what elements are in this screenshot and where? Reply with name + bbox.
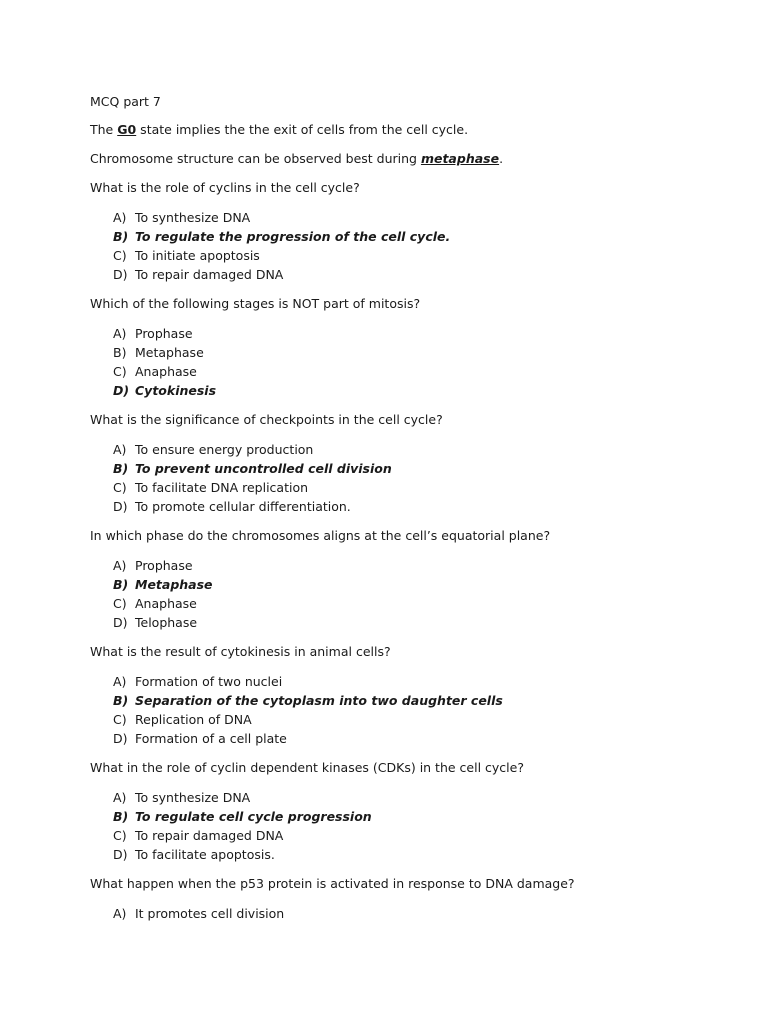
answer-option (113, 265, 690, 284)
option-letter: B) (113, 229, 129, 244)
answer-option (113, 343, 690, 362)
option-text: Metaphase (135, 345, 204, 360)
question-block (90, 643, 690, 748)
answer-option (113, 788, 690, 807)
question-block (90, 759, 690, 864)
option-letter: C) (113, 596, 127, 611)
option-text: Separation of the cytoplasm into two daughter cells (135, 693, 503, 708)
answer-option (113, 497, 690, 516)
option-text: To ensure energy production (135, 442, 314, 457)
answer-option-correct (113, 575, 690, 594)
question-text: Which of the following stages is NOT part of mitosis? (90, 296, 421, 311)
answer-option (113, 613, 690, 632)
option-letter: B) (113, 345, 127, 360)
option-letter: A) (113, 906, 127, 921)
answer-option (113, 845, 690, 864)
document-page (90, 93, 690, 934)
answer-option (113, 594, 690, 613)
answer-option-correct (113, 227, 690, 246)
question-text: In which phase do the chromosomes aligns at the cell’s equatorial plane? (90, 528, 551, 543)
question-block (90, 295, 690, 400)
option-text: Formation of a cell plate (135, 731, 287, 746)
answer-option (113, 440, 690, 459)
question-text: What is the role of cyclins in the cell cycle? (90, 180, 360, 195)
option-letter: D) (113, 731, 128, 746)
answer-options (90, 324, 690, 400)
answer-options (90, 788, 690, 864)
answer-options (90, 556, 690, 632)
answer-option (113, 904, 690, 923)
answer-option (113, 246, 690, 265)
option-text: Metaphase (135, 577, 213, 592)
question-block (90, 527, 690, 632)
option-letter: A) (113, 674, 127, 689)
option-letter: B) (113, 809, 129, 824)
option-letter: D) (113, 615, 128, 630)
answer-option (113, 729, 690, 748)
statement-text: state implies the the exit of cells from the cell cycle. (136, 122, 469, 137)
statement-metaphase (90, 150, 690, 168)
answer-option-correct (113, 807, 690, 826)
option-letter: A) (113, 442, 127, 457)
question-block (90, 411, 690, 516)
question-text: What is the result of cytokinesis in animal cells? (90, 644, 391, 659)
question-list (90, 179, 690, 923)
answer-option (113, 710, 690, 729)
question-text: What is the significance of checkpoints in the cell cycle? (90, 412, 443, 427)
question-block (90, 875, 690, 923)
statement-g0 (90, 121, 690, 139)
answer-option-correct (113, 381, 690, 400)
option-text: To facilitate apoptosis. (135, 847, 275, 862)
option-letter: B) (113, 577, 129, 592)
option-text: Anaphase (135, 596, 197, 611)
statement-text: The (90, 122, 118, 137)
answer-option-correct (113, 691, 690, 710)
option-letter: C) (113, 364, 127, 379)
statement-text: Chromosome structure can be observed best during (90, 151, 421, 166)
option-letter: C) (113, 248, 127, 263)
option-text: To repair damaged DNA (135, 267, 284, 282)
option-text: To promote cellular differentiation. (135, 499, 351, 514)
statement-key-term: metaphase (420, 151, 500, 166)
option-text: Replication of DNA (135, 712, 252, 727)
option-text: Anaphase (135, 364, 197, 379)
option-letter: D) (113, 499, 128, 514)
answer-options (90, 440, 690, 516)
question-text: What in the role of cyclin dependent kinases (CDKs) in the cell cycle? (90, 760, 524, 775)
answer-option (113, 672, 690, 691)
option-letter: B) (113, 461, 129, 476)
document-title: MCQ part 7 (90, 94, 161, 109)
answer-options (90, 208, 690, 284)
statement-text: . (499, 151, 504, 166)
answer-option (113, 208, 690, 227)
option-text: To synthesize DNA (135, 790, 251, 805)
statement-key-term: G0 (117, 122, 137, 137)
option-text: Telophase (135, 615, 198, 630)
option-text: To facilitate DNA replication (135, 480, 309, 495)
answer-options (90, 904, 690, 923)
option-letter: A) (113, 326, 127, 341)
answer-option (113, 826, 690, 845)
option-letter: B) (113, 693, 129, 708)
option-letter: C) (113, 828, 127, 843)
option-letter: D) (113, 267, 128, 282)
option-text: It promotes cell division (135, 906, 285, 921)
answer-option (113, 556, 690, 575)
option-letter: A) (113, 790, 127, 805)
option-letter: C) (113, 480, 127, 495)
option-text: Cytokinesis (135, 383, 217, 398)
question-text: What happen when the p53 protein is activated in response to DNA damage? (90, 876, 575, 891)
option-text: To synthesize DNA (135, 210, 251, 225)
option-text: Formation of two nuclei (135, 674, 283, 689)
option-text: To regulate the progression of the cell cycle. (135, 229, 451, 244)
option-letter: A) (113, 558, 127, 573)
answer-option (113, 362, 690, 381)
answer-options (90, 672, 690, 748)
option-letter: C) (113, 712, 127, 727)
option-letter: A) (113, 210, 127, 225)
option-text: Prophase (135, 326, 193, 341)
option-letter: D) (113, 847, 128, 862)
answer-option-correct (113, 459, 690, 478)
answer-option (113, 478, 690, 497)
answer-option (113, 324, 690, 343)
option-text: To repair damaged DNA (135, 828, 284, 843)
option-text: To regulate cell cycle progression (135, 809, 372, 824)
option-text: To initiate apoptosis (135, 248, 260, 263)
option-text: To prevent uncontrolled cell division (135, 461, 392, 476)
option-letter: D) (113, 383, 130, 398)
option-text: Prophase (135, 558, 193, 573)
question-block (90, 179, 690, 284)
